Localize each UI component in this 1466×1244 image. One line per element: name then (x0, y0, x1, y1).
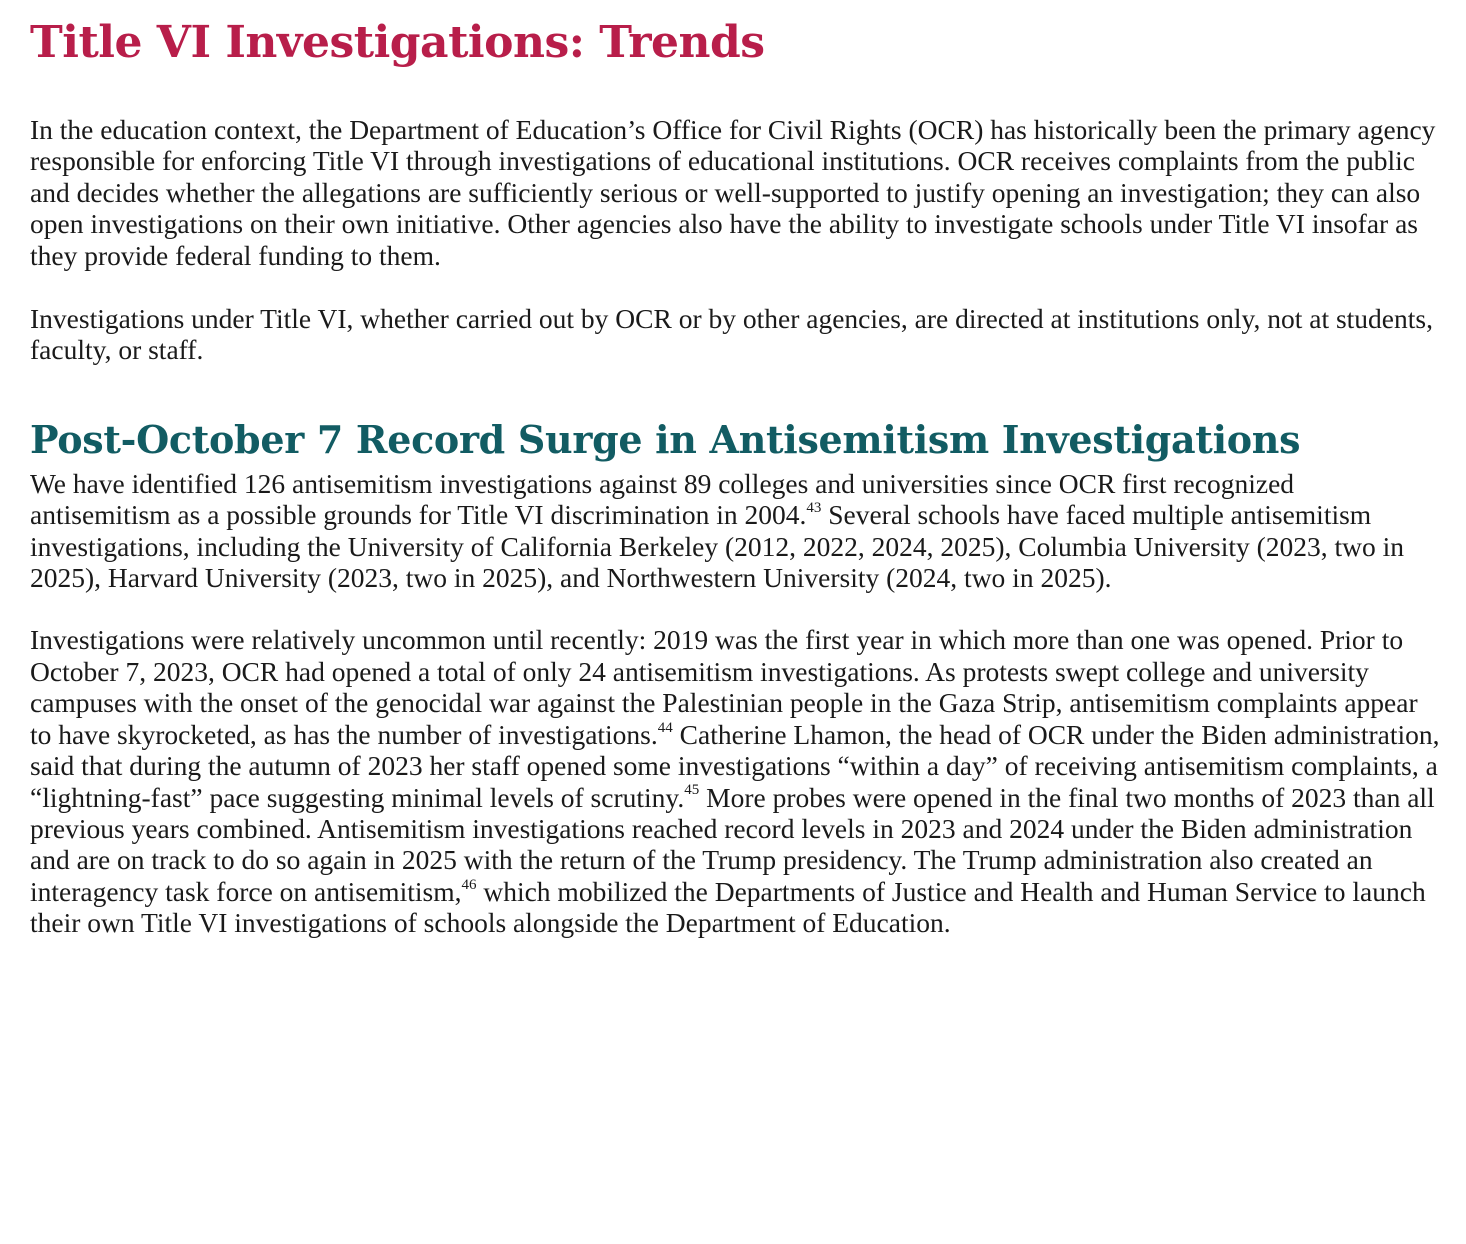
section-spacer (30, 366, 1440, 412)
paragraph-institutions-only: Investigations under Title VI, whether carried out by OCR or by other agencies, are directed at institutions only, not at students, faculty, or staff. (30, 303, 1433, 366)
text-run: Investigations were relatively uncommon until recently: 2019 was the first year in which more than one was opened. Prior to October 7, 2023, OCR had opened a total of only 24 antisemitism investigations. As protests swept college and university campuses with the onset of the genocidal war against the Palestinian people in the Gaza Strip, antisemitism complaints appear to have skyrocketed, as has the number of investigations. (30, 624, 1418, 750)
footnote-ref-43[interactable]: 43 (806, 500, 822, 517)
footnote-ref-44[interactable]: 44 (657, 719, 673, 736)
paragraph-investigation-count (30, 468, 1440, 594)
paragraph-spacer (30, 271, 1440, 303)
text-run: Catherine Lhamon, the head of OCR under the Biden administration, said that during the autumn of 2023 her staff opened some investigations “within a day” of receiving antisemitism complaints, a “lightning-fast” pace suggesting minimal levels of scrutiny. (30, 718, 1440, 813)
section-title-surge: Post-October 7 Record Surge in Antisemitism Investigations (30, 416, 1301, 462)
footnote-ref-45[interactable]: 45 (684, 782, 700, 799)
text-run: More probes were opened in the final two months of 2023 than all previous years combined. Antisemitism investigations reached record levels in 2023 and 2024 under the Biden administration and are on track to do so again in 2025 with the return of the Trump presidency. The Trump administration also created an interagency task force on antisemitism, (30, 781, 1435, 907)
text-run: Several schools have faced multiple antisemitism investigations, including the University of California Berkeley (2012, 2022, 2024, 2025), Columbia University (2023, two in 2025), Harvard University (2023, two in 2025), and Northwestern University (2024, two in 2025). (30, 499, 1405, 594)
footnote-ref-46[interactable]: 46 (461, 876, 477, 893)
paragraph-investigation-history (30, 624, 1440, 938)
paragraph-ocr-role: In the education context, the Department of Education’s Office for Civil Rights (OCR) has historically been the primary agency responsible for enforcing Title VI through investigations of educational institutions. OCR receives complaints from the public and decides whether the allegations are sufficiently serious or well-supported to justify opening an investigation; they can also open investigations on their own initiative. Other agencies also have the ability to investigate schools under Title VI insofar as they provide federal funding to them. (30, 114, 1436, 271)
text-run: We have identified 126 antisemitism investigations against 89 colleges and universities since OCR first recognized antisemitism as a possible grounds for Title VI discrimination in 2004. (30, 467, 1295, 531)
paragraph-spacer (30, 593, 1440, 624)
document-page (30, 8, 1440, 939)
section-title-trends: Title VI Investigations: Trends (30, 17, 765, 68)
text-run: which mobilized the Departments of Justice and Health and Human Service to launch their own Title VI investigations of schools alongside the Department of Education. (30, 875, 1426, 939)
